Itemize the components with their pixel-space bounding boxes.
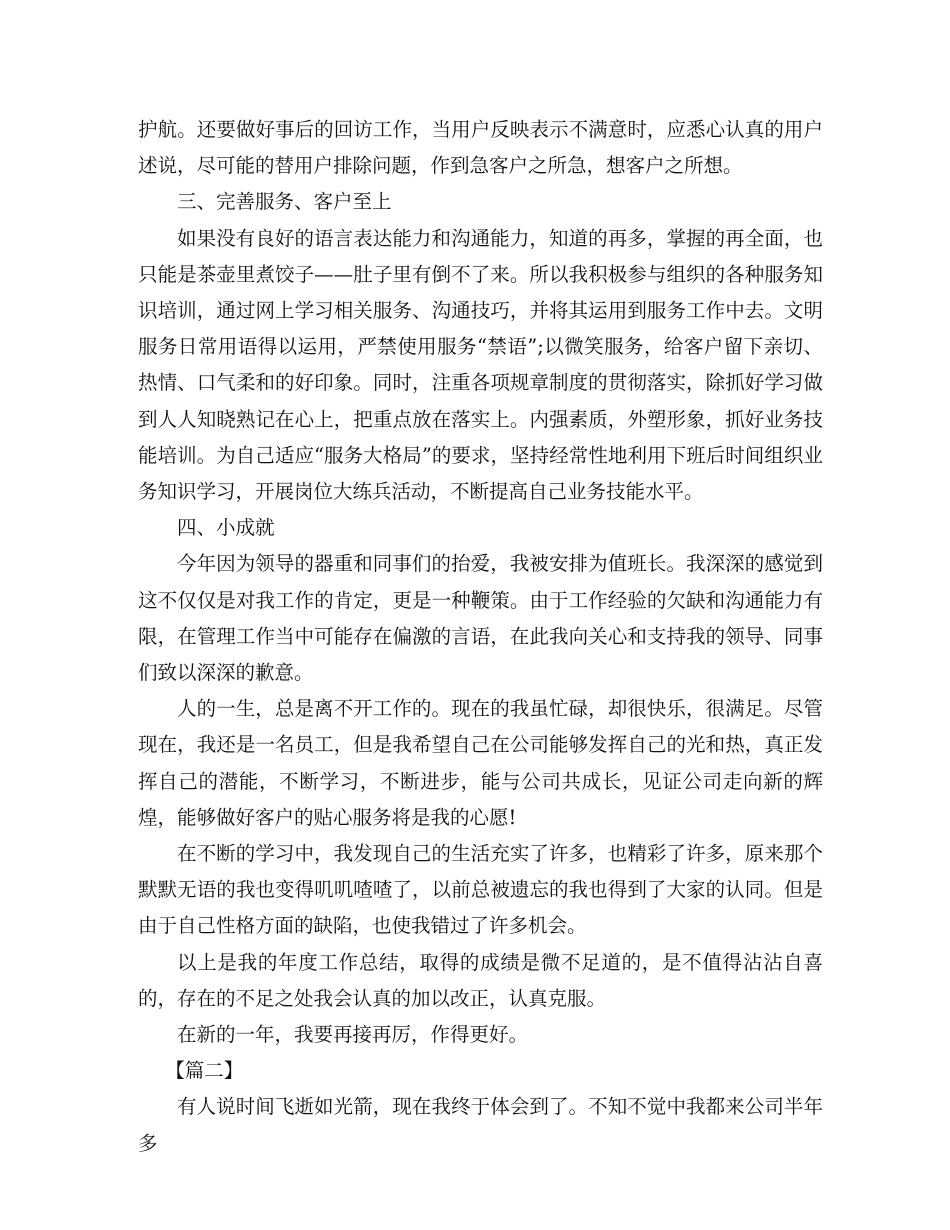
paragraph-summary: 以上是我的年度工作总结，取得的成绩是微不足道的，是不值得沾沾自喜的，存在的不足之处我会认真的加以改正，认真克服。 [138,950,823,1010]
paragraph-achievement: 今年因为领导的器重和同事们的抬爱，我被安排为值班长。我深深的感觉到这不仅仅是对我工作的肯定，更是一种鞭策。由于工作经验的欠缺和沟通能力有限，在管理工作当中可能存在偏激的言语，在此我向关心和支持我的领导、同事们致以深深的歉意。 [138,552,823,685]
paragraph-continuation: 护航。还要做好事后的回访工作，当用户反映表示不满意时，应悉心认真的用户述说，尽可能的替用户排除问题，作到急客户之所急，想客户之所想。 [138,118,823,178]
paragraph-learning: 在不断的学习中，我发现自己的生活充实了许多，也精彩了许多，原来那个默默无语的我也变得叽叽喳喳了，以前总被遗忘的我也得到了大家的认同。但是由于自己性格方面的缺陷，也使我错过了许多机会。 [138,842,823,938]
document-body [138,112,823,1162]
paragraph-new-year: 在新的一年，我要再接再厉，作得更好。 [177,1023,529,1047]
section-heading-4: 四、小成就 [177,516,275,540]
paragraph-service: 如果没有良好的语言表达能力和沟通能力，知道的再多，掌握的再全面，也只能是茶壶里煮饺子——肚子里有倒不了来。所以我积极参与组织的各种服务知识培训，通过网上学习相关服务、沟通技巧，并将其运用到服务工作中去。文明服务日常用语得以运用，严禁使用服务“禁语”;以微笑服务，给客户留下亲切、热情、口气柔和的好印象。同时，注重各项规章制度的贯彻落实，除抓好学习做到人人知晓熟记在心上，把重点放在落实上。内强素质，外塑形象，抓好业务技能培训。为自己适应“服务大格局”的要求，坚持经常性地利用下班后时间组织业务知识学习，开展岗位大练兵活动，不断提高自己业务技能水平。 [138,226,823,504]
section-label-part-two: 【篇二】 [165,1059,244,1083]
paragraph-part-two-start: 有人说时间飞逝如光箭，现在我终于体会到了。不知不觉中我都来公司半年多 [138,1095,823,1155]
section-heading-3: 三、完善服务、客户至上 [177,190,392,214]
paragraph-life: 人的一生，总是离不开工作的。现在的我虽忙碌，却很快乐，很满足。尽管现在，我还是一名员工，但是我希望自己在公司能够发挥自己的光和热，真正发挥自己的潜能，不断学习，不断进步，能与公司共成长，见证公司走向新的辉煌，能够做好客户的贴心服务将是我的心愿! [138,697,823,829]
